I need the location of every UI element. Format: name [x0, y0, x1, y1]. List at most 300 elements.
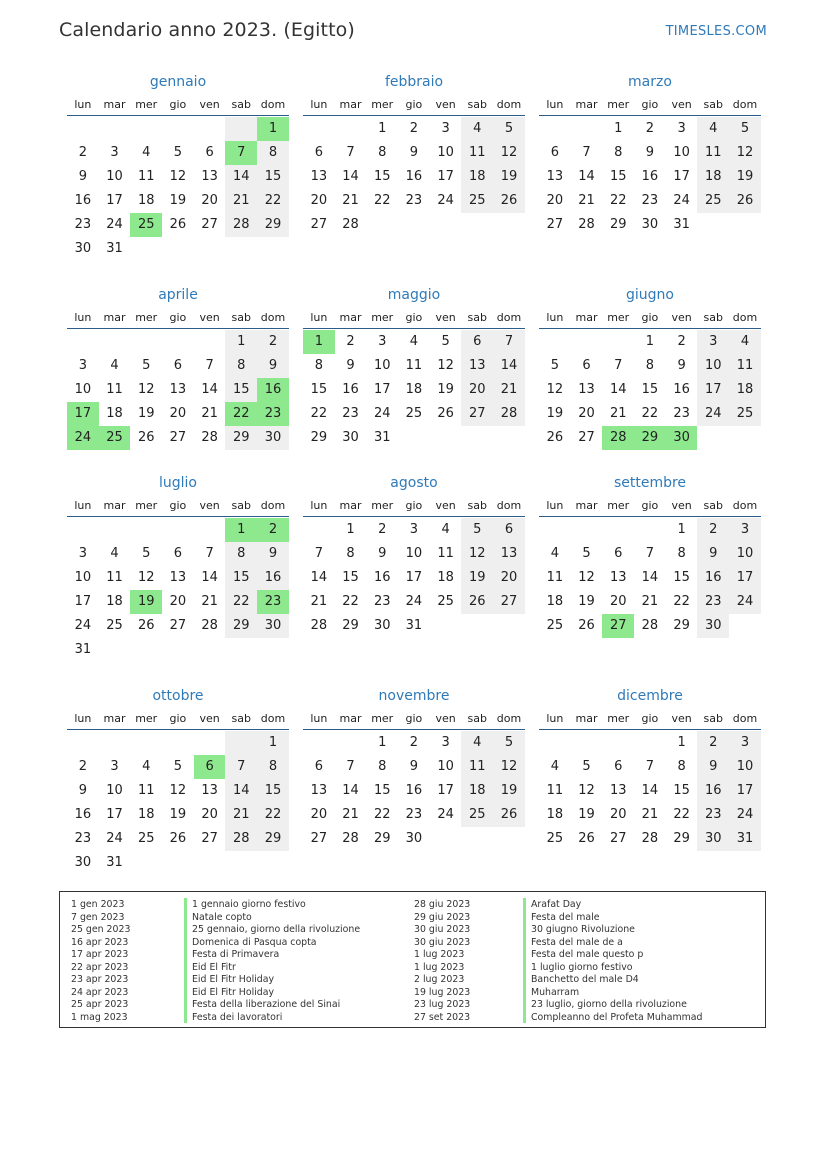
- day-cell[interactable]: 16: [74, 193, 92, 208]
- day-cell[interactable]: 17: [697, 378, 729, 402]
- day-cell[interactable]: 18: [546, 594, 564, 609]
- day-cell[interactable]: 20: [201, 807, 218, 822]
- day-cell[interactable]: 28: [578, 217, 595, 232]
- day-cell[interactable]: 16: [697, 779, 729, 803]
- day-cell[interactable]: 4: [550, 546, 559, 561]
- day-cell[interactable]: 8: [314, 358, 323, 373]
- day-cell[interactable]: 15: [310, 382, 328, 397]
- day-cell[interactable]: 5: [582, 759, 591, 774]
- day-cell[interactable]: 10: [74, 382, 92, 397]
- day-cell[interactable]: 12: [578, 570, 595, 585]
- day-cell[interactable]: 14: [493, 354, 525, 378]
- day-cell[interactable]: 3: [110, 145, 119, 160]
- day-cell[interactable]: 30: [74, 241, 92, 256]
- day-cell[interactable]: 13: [169, 570, 187, 585]
- day-cell[interactable]: 11: [405, 358, 423, 373]
- day-cell[interactable]: 5: [582, 546, 591, 561]
- day-cell[interactable]: 9: [645, 145, 655, 160]
- day-cell[interactable]: 8: [645, 358, 655, 373]
- day-cell[interactable]: 2: [697, 731, 729, 755]
- day-cell[interactable]: 8: [614, 145, 623, 160]
- day-cell[interactable]: 13: [169, 382, 187, 397]
- day-cell[interactable]: 26: [437, 406, 454, 421]
- day-cell[interactable]: 16: [673, 382, 690, 397]
- day-cell[interactable]: 11: [137, 783, 155, 798]
- day-cell[interactable]: 14: [201, 570, 218, 585]
- day-cell[interactable]: 27: [169, 430, 187, 445]
- day-cell[interactable]: 15: [257, 165, 289, 189]
- day-cell[interactable]: 27: [310, 217, 328, 232]
- day-cell[interactable]: 12: [137, 570, 155, 585]
- day-cell[interactable]: 6: [314, 759, 323, 774]
- day-cell[interactable]: 1: [378, 735, 387, 750]
- day-cell[interactable]: 28: [225, 213, 257, 237]
- day-cell[interactable]: 27: [310, 831, 328, 846]
- day-cell[interactable]: 21: [609, 406, 627, 421]
- day-cell[interactable]: 4: [142, 759, 151, 774]
- day-cell[interactable]: 19: [169, 807, 187, 822]
- day-cell[interactable]: 7: [645, 546, 655, 561]
- day-cell[interactable]: 19: [546, 406, 564, 421]
- day-cell[interactable]: 11: [106, 382, 123, 397]
- day-cell[interactable]: 3: [378, 334, 387, 349]
- day-cell[interactable]: 12: [169, 169, 187, 184]
- day-cell[interactable]: 18: [106, 406, 123, 421]
- day-cell[interactable]: 7: [645, 759, 655, 774]
- day-cell[interactable]: 14: [225, 779, 257, 803]
- day-cell[interactable]: 5: [493, 117, 525, 141]
- day-cell[interactable]: 28: [310, 618, 328, 633]
- day-cell[interactable]: 13: [201, 783, 218, 798]
- day-cell[interactable]: 31: [673, 217, 690, 232]
- day-cell[interactable]: 7: [346, 759, 355, 774]
- day-cell[interactable]: 21: [225, 189, 257, 213]
- day-cell[interactable]: 14: [578, 169, 595, 184]
- day-cell[interactable]: 15: [673, 783, 690, 798]
- holiday-day[interactable]: 1: [303, 330, 335, 354]
- day-cell[interactable]: 13: [201, 169, 218, 184]
- day-cell[interactable]: 7: [493, 330, 525, 354]
- day-cell[interactable]: 19: [493, 779, 525, 803]
- day-cell[interactable]: 13: [609, 783, 627, 798]
- day-cell[interactable]: 13: [310, 783, 328, 798]
- day-cell[interactable]: 14: [342, 169, 359, 184]
- day-cell[interactable]: 27: [169, 618, 187, 633]
- day-cell[interactable]: 20: [546, 193, 564, 208]
- day-cell[interactable]: 15: [225, 378, 257, 402]
- day-cell[interactable]: 14: [641, 570, 659, 585]
- holiday-day[interactable]: 1: [257, 117, 289, 141]
- day-cell[interactable]: 23: [697, 803, 729, 827]
- day-cell[interactable]: 6: [614, 759, 623, 774]
- day-cell[interactable]: 27: [493, 590, 525, 614]
- day-cell[interactable]: 2: [378, 522, 387, 537]
- day-cell[interactable]: 15: [673, 570, 690, 585]
- day-cell[interactable]: 12: [137, 382, 155, 397]
- day-cell[interactable]: 4: [142, 145, 151, 160]
- day-cell[interactable]: 6: [173, 546, 183, 561]
- day-cell[interactable]: 9: [78, 783, 87, 798]
- day-cell[interactable]: 20: [310, 807, 328, 822]
- holiday-day[interactable]: 23: [257, 402, 289, 426]
- day-cell[interactable]: 15: [641, 382, 659, 397]
- day-cell[interactable]: 23: [342, 406, 359, 421]
- day-cell[interactable]: 17: [373, 382, 391, 397]
- day-cell[interactable]: 25: [461, 189, 493, 213]
- day-cell[interactable]: 11: [546, 570, 564, 585]
- day-cell[interactable]: 31: [405, 618, 423, 633]
- day-cell[interactable]: 14: [225, 165, 257, 189]
- day-cell[interactable]: 11: [461, 141, 493, 165]
- day-cell[interactable]: 3: [110, 759, 119, 774]
- day-cell[interactable]: 15: [609, 169, 627, 184]
- day-cell[interactable]: 18: [137, 193, 155, 208]
- day-cell[interactable]: 21: [201, 406, 218, 421]
- day-cell[interactable]: 4: [550, 759, 559, 774]
- holiday-day[interactable]: 1: [225, 518, 257, 542]
- day-cell[interactable]: 22: [257, 803, 289, 827]
- day-cell[interactable]: 16: [342, 382, 359, 397]
- day-cell[interactable]: 26: [546, 430, 564, 445]
- day-cell[interactable]: 8: [378, 145, 387, 160]
- day-cell[interactable]: 14: [201, 382, 218, 397]
- day-cell[interactable]: 12: [546, 382, 564, 397]
- holiday-day[interactable]: 24: [67, 426, 99, 450]
- day-cell[interactable]: 7: [614, 358, 623, 373]
- day-cell[interactable]: 12: [437, 358, 454, 373]
- day-cell[interactable]: 1: [614, 121, 623, 136]
- day-cell[interactable]: 8: [257, 141, 289, 165]
- day-cell[interactable]: 1: [378, 121, 387, 136]
- day-cell[interactable]: 18: [461, 165, 493, 189]
- day-cell[interactable]: 7: [582, 145, 591, 160]
- day-cell[interactable]: 20: [609, 594, 627, 609]
- day-cell[interactable]: 25: [729, 402, 761, 426]
- day-cell[interactable]: 20: [169, 594, 187, 609]
- day-cell[interactable]: 18: [437, 570, 454, 585]
- day-cell[interactable]: 17: [106, 807, 123, 822]
- day-cell[interactable]: 15: [373, 783, 391, 798]
- day-cell[interactable]: 17: [673, 169, 690, 184]
- day-cell[interactable]: 22: [373, 193, 391, 208]
- day-cell[interactable]: 26: [169, 217, 187, 232]
- day-cell[interactable]: 13: [493, 542, 525, 566]
- day-cell[interactable]: 14: [609, 382, 627, 397]
- day-cell[interactable]: 11: [729, 354, 761, 378]
- day-cell[interactable]: 13: [609, 570, 627, 585]
- day-cell[interactable]: 22: [310, 406, 328, 421]
- day-cell[interactable]: 17: [437, 169, 454, 184]
- holiday-day[interactable]: 2: [257, 518, 289, 542]
- day-cell[interactable]: 11: [106, 570, 123, 585]
- day-cell[interactable]: 3: [441, 121, 450, 136]
- day-cell[interactable]: 4: [441, 522, 450, 537]
- day-cell[interactable]: 3: [78, 546, 87, 561]
- day-cell[interactable]: 19: [578, 807, 595, 822]
- day-cell[interactable]: 27: [461, 402, 493, 426]
- day-cell[interactable]: 28: [493, 402, 525, 426]
- day-cell[interactable]: 16: [697, 566, 729, 590]
- day-cell[interactable]: 9: [409, 759, 419, 774]
- day-cell[interactable]: 18: [729, 378, 761, 402]
- day-cell[interactable]: 20: [609, 807, 627, 822]
- day-cell[interactable]: 25: [461, 803, 493, 827]
- day-cell[interactable]: 5: [441, 334, 450, 349]
- day-cell[interactable]: 30: [697, 827, 729, 851]
- day-cell[interactable]: 26: [493, 189, 525, 213]
- day-cell[interactable]: 27: [578, 430, 595, 445]
- day-cell[interactable]: 23: [641, 193, 659, 208]
- day-cell[interactable]: 10: [437, 759, 454, 774]
- day-cell[interactable]: 7: [205, 358, 214, 373]
- day-cell[interactable]: 18: [405, 382, 423, 397]
- day-cell[interactable]: 4: [461, 731, 493, 755]
- day-cell[interactable]: 22: [641, 406, 659, 421]
- day-cell[interactable]: 28: [641, 618, 659, 633]
- day-cell[interactable]: 10: [106, 783, 123, 798]
- day-cell[interactable]: 1: [645, 334, 655, 349]
- day-cell[interactable]: 18: [461, 779, 493, 803]
- day-cell[interactable]: 29: [673, 831, 690, 846]
- day-cell[interactable]: 16: [74, 807, 92, 822]
- day-cell[interactable]: 24: [74, 618, 92, 633]
- day-cell[interactable]: 12: [729, 141, 761, 165]
- day-cell[interactable]: 5: [142, 358, 151, 373]
- day-cell[interactable]: 3: [441, 735, 450, 750]
- day-cell[interactable]: 29: [257, 827, 289, 851]
- day-cell[interactable]: 18: [697, 165, 729, 189]
- day-cell[interactable]: 17: [405, 570, 423, 585]
- day-cell[interactable]: 12: [461, 542, 493, 566]
- day-cell[interactable]: 11: [137, 169, 155, 184]
- day-cell[interactable]: 21: [310, 594, 328, 609]
- day-cell[interactable]: 10: [405, 546, 423, 561]
- day-cell[interactable]: 24: [729, 803, 761, 827]
- holiday-day[interactable]: 16: [257, 378, 289, 402]
- day-cell[interactable]: 19: [493, 165, 525, 189]
- day-cell[interactable]: 26: [729, 189, 761, 213]
- day-cell[interactable]: 9: [378, 546, 387, 561]
- day-cell[interactable]: 23: [373, 594, 391, 609]
- day-cell[interactable]: 9: [409, 145, 419, 160]
- day-cell[interactable]: 30: [641, 217, 659, 232]
- day-cell[interactable]: 9: [346, 358, 355, 373]
- day-cell[interactable]: 6: [493, 518, 525, 542]
- day-cell[interactable]: 23: [405, 807, 423, 822]
- day-cell[interactable]: 31: [106, 241, 123, 256]
- day-cell[interactable]: 30: [373, 618, 391, 633]
- day-cell[interactable]: 21: [493, 378, 525, 402]
- day-cell[interactable]: 6: [173, 358, 183, 373]
- day-cell[interactable]: 4: [110, 546, 119, 561]
- day-cell[interactable]: 12: [493, 755, 525, 779]
- day-cell[interactable]: 26: [578, 618, 595, 633]
- day-cell[interactable]: 13: [578, 382, 595, 397]
- day-cell[interactable]: 30: [257, 426, 289, 450]
- day-cell[interactable]: 16: [405, 169, 423, 184]
- day-cell[interactable]: 19: [137, 406, 155, 421]
- holiday-day[interactable]: 7: [225, 141, 257, 165]
- day-cell[interactable]: 10: [373, 358, 391, 373]
- day-cell[interactable]: 21: [641, 594, 659, 609]
- day-cell[interactable]: 31: [74, 642, 92, 657]
- day-cell[interactable]: 20: [169, 406, 187, 421]
- day-cell[interactable]: 4: [729, 330, 761, 354]
- day-cell[interactable]: 16: [641, 169, 659, 184]
- day-cell[interactable]: 26: [169, 831, 187, 846]
- day-cell[interactable]: 3: [697, 330, 729, 354]
- day-cell[interactable]: 5: [493, 731, 525, 755]
- day-cell[interactable]: 6: [461, 330, 493, 354]
- day-cell[interactable]: 6: [582, 358, 591, 373]
- day-cell[interactable]: 23: [74, 831, 92, 846]
- day-cell[interactable]: 28: [201, 430, 218, 445]
- day-cell[interactable]: 8: [225, 354, 257, 378]
- day-cell[interactable]: 13: [310, 169, 328, 184]
- day-cell[interactable]: 19: [437, 382, 454, 397]
- day-cell[interactable]: 30: [74, 855, 92, 870]
- day-cell[interactable]: 15: [225, 566, 257, 590]
- day-cell[interactable]: 10: [437, 145, 454, 160]
- day-cell[interactable]: 14: [641, 783, 659, 798]
- day-cell[interactable]: 10: [729, 755, 761, 779]
- day-cell[interactable]: 11: [461, 755, 493, 779]
- holiday-day[interactable]: 28: [602, 426, 634, 450]
- day-cell[interactable]: 2: [409, 121, 419, 136]
- day-cell[interactable]: 21: [342, 193, 359, 208]
- day-cell[interactable]: 19: [578, 594, 595, 609]
- day-cell[interactable]: 9: [257, 542, 289, 566]
- day-cell[interactable]: 4: [461, 117, 493, 141]
- day-cell[interactable]: 16: [257, 566, 289, 590]
- day-cell[interactable]: 24: [106, 831, 123, 846]
- day-cell[interactable]: 3: [729, 518, 761, 542]
- day-cell[interactable]: 16: [373, 570, 391, 585]
- day-cell[interactable]: 24: [437, 193, 454, 208]
- day-cell[interactable]: 26: [137, 430, 155, 445]
- day-cell[interactable]: 21: [342, 807, 359, 822]
- day-cell[interactable]: 13: [546, 169, 564, 184]
- holiday-day[interactable]: 22: [225, 402, 257, 426]
- day-cell[interactable]: 29: [673, 618, 690, 633]
- day-cell[interactable]: 14: [342, 783, 359, 798]
- day-cell[interactable]: 30: [697, 614, 729, 638]
- day-cell[interactable]: 24: [729, 590, 761, 614]
- day-cell[interactable]: 30: [257, 614, 289, 638]
- holiday-day[interactable]: 17: [67, 402, 99, 426]
- day-cell[interactable]: 21: [578, 193, 595, 208]
- day-cell[interactable]: 10: [74, 570, 92, 585]
- day-cell[interactable]: 2: [78, 759, 87, 774]
- day-cell[interactable]: 5: [461, 518, 493, 542]
- day-cell[interactable]: 5: [173, 145, 183, 160]
- day-cell[interactable]: 25: [106, 618, 123, 633]
- day-cell[interactable]: 19: [461, 566, 493, 590]
- day-cell[interactable]: 6: [614, 546, 623, 561]
- day-cell[interactable]: 20: [310, 193, 328, 208]
- day-cell[interactable]: 21: [641, 807, 659, 822]
- holiday-day[interactable]: 27: [602, 614, 634, 638]
- day-cell[interactable]: 29: [342, 618, 359, 633]
- day-cell[interactable]: 26: [137, 618, 155, 633]
- day-cell[interactable]: 20: [493, 566, 525, 590]
- day-cell[interactable]: 11: [546, 783, 564, 798]
- day-cell[interactable]: 25: [405, 406, 423, 421]
- day-cell[interactable]: 17: [74, 594, 92, 609]
- day-cell[interactable]: 2: [346, 334, 355, 349]
- day-cell[interactable]: 29: [225, 426, 257, 450]
- day-cell[interactable]: 22: [342, 594, 359, 609]
- day-cell[interactable]: 7: [314, 546, 323, 561]
- day-cell[interactable]: 22: [673, 807, 690, 822]
- day-cell[interactable]: 2: [409, 735, 419, 750]
- day-cell[interactable]: 28: [225, 827, 257, 851]
- day-cell[interactable]: 24: [697, 402, 729, 426]
- day-cell[interactable]: 11: [697, 141, 729, 165]
- day-cell[interactable]: 4: [409, 334, 419, 349]
- day-cell[interactable]: 23: [405, 193, 423, 208]
- day-cell[interactable]: 25: [546, 831, 564, 846]
- day-cell[interactable]: 17: [106, 193, 123, 208]
- day-cell[interactable]: 4: [110, 358, 119, 373]
- day-cell[interactable]: 13: [461, 354, 493, 378]
- day-cell[interactable]: 3: [677, 121, 686, 136]
- day-cell[interactable]: 15: [257, 779, 289, 803]
- day-cell[interactable]: 6: [314, 145, 323, 160]
- day-cell[interactable]: 7: [205, 546, 214, 561]
- day-cell[interactable]: 22: [673, 594, 690, 609]
- day-cell[interactable]: 25: [137, 831, 155, 846]
- day-cell[interactable]: 29: [257, 213, 289, 237]
- day-cell[interactable]: 6: [550, 145, 559, 160]
- day-cell[interactable]: 23: [74, 217, 92, 232]
- day-cell[interactable]: 3: [78, 358, 87, 373]
- day-cell[interactable]: 1: [225, 330, 257, 354]
- day-cell[interactable]: 30: [405, 831, 423, 846]
- day-cell[interactable]: 12: [169, 783, 187, 798]
- day-cell[interactable]: 20: [461, 378, 493, 402]
- day-cell[interactable]: 28: [641, 831, 659, 846]
- day-cell[interactable]: 22: [225, 590, 257, 614]
- day-cell[interactable]: 27: [201, 831, 218, 846]
- day-cell[interactable]: 9: [697, 755, 729, 779]
- day-cell[interactable]: 24: [673, 193, 690, 208]
- day-cell[interactable]: 24: [437, 807, 454, 822]
- day-cell[interactable]: 18: [546, 807, 564, 822]
- day-cell[interactable]: 23: [673, 406, 690, 421]
- day-cell[interactable]: 26: [578, 831, 595, 846]
- day-cell[interactable]: 23: [697, 590, 729, 614]
- holiday-day[interactable]: 30: [666, 426, 698, 450]
- day-cell[interactable]: 8: [257, 755, 289, 779]
- day-cell[interactable]: 26: [493, 803, 525, 827]
- day-cell[interactable]: 28: [342, 217, 359, 232]
- holiday-day[interactable]: 25: [130, 213, 162, 237]
- day-cell[interactable]: 1: [346, 522, 355, 537]
- day-cell[interactable]: 24: [106, 217, 123, 232]
- day-cell[interactable]: 2: [677, 334, 686, 349]
- day-cell[interactable]: 18: [137, 807, 155, 822]
- day-cell[interactable]: 14: [310, 570, 328, 585]
- day-cell[interactable]: 2: [257, 330, 289, 354]
- day-cell[interactable]: 21: [225, 803, 257, 827]
- day-cell[interactable]: 15: [373, 169, 391, 184]
- day-cell[interactable]: 22: [373, 807, 391, 822]
- day-cell[interactable]: 18: [106, 594, 123, 609]
- day-cell[interactable]: 12: [578, 783, 595, 798]
- day-cell[interactable]: 30: [342, 430, 359, 445]
- day-cell[interactable]: 2: [697, 518, 729, 542]
